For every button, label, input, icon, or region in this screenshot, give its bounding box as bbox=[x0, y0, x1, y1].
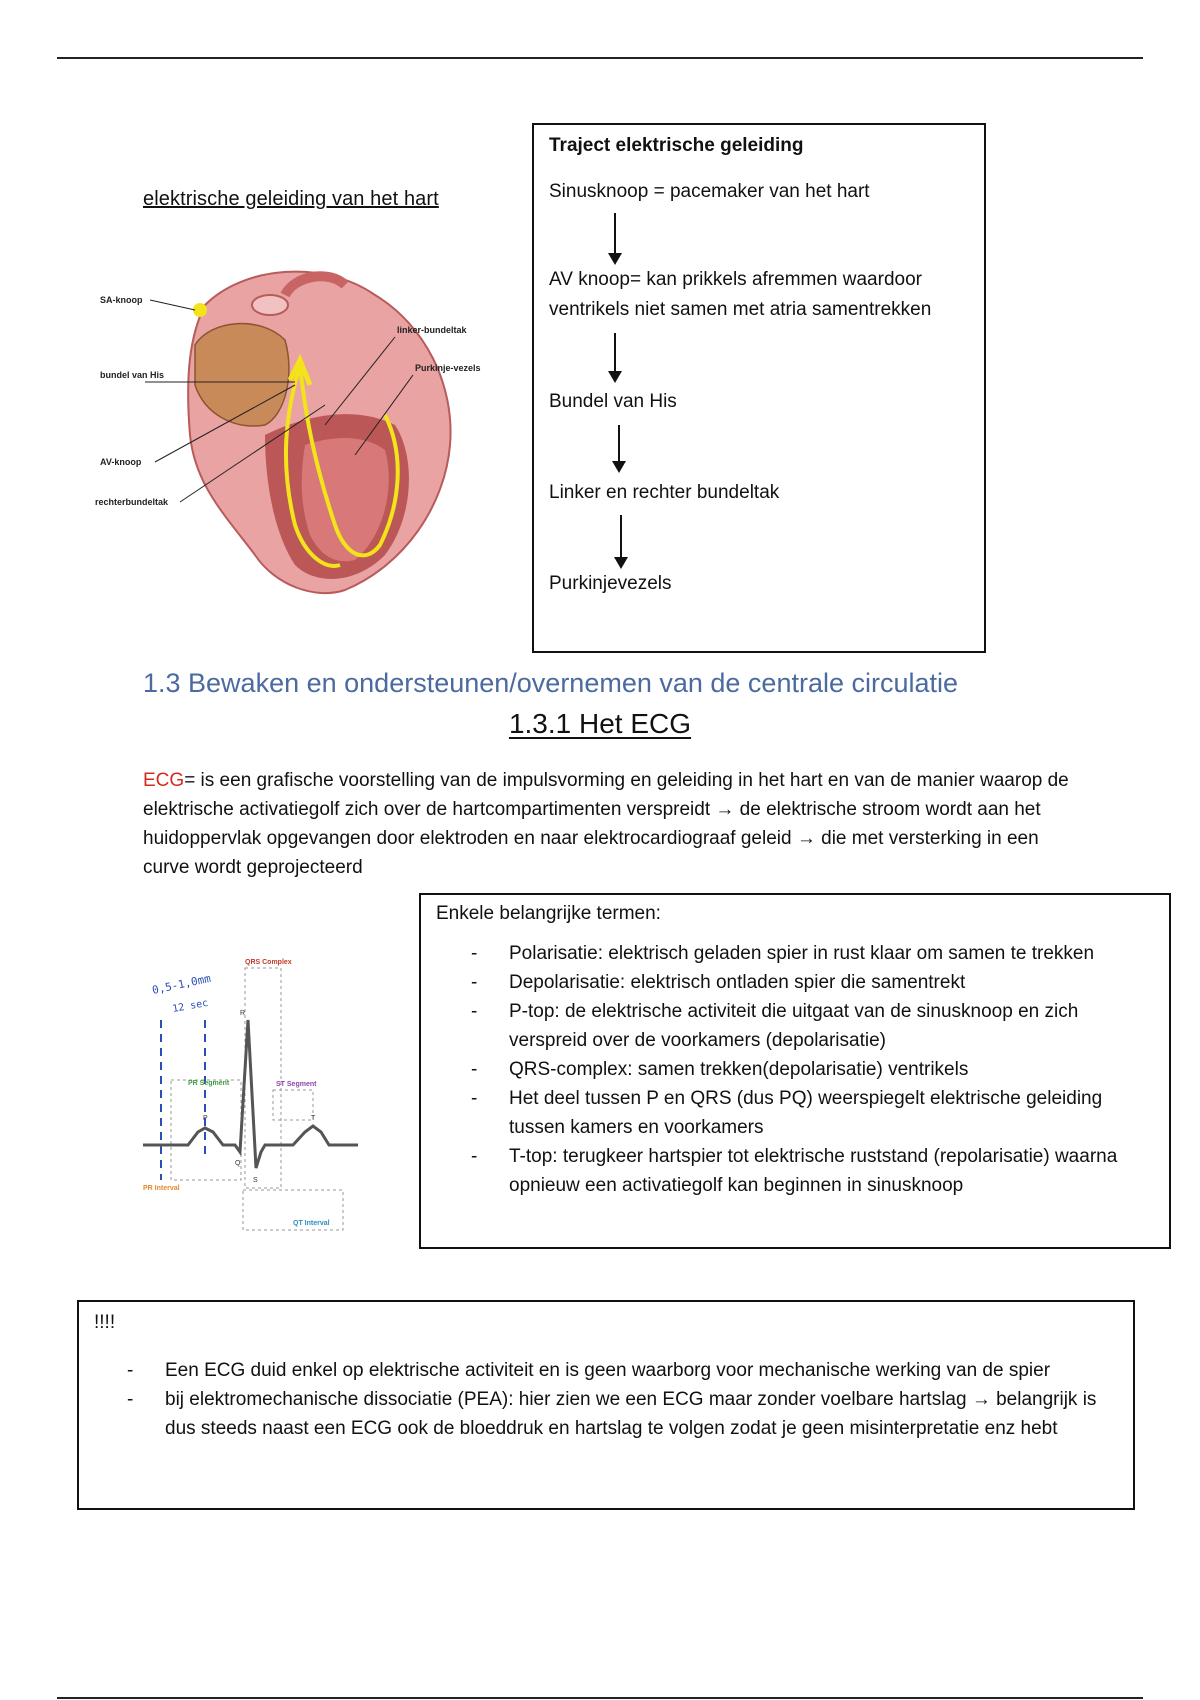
st-segment-label: ST Segment bbox=[276, 1081, 317, 1088]
list-item: - Het deel tussen P en QRS (dus PQ) weerspiegelt elektrische geleiding tussen kamers en voorkamers bbox=[471, 1084, 1151, 1142]
list-item: - Een ECG duid enkel op elektrische activiteit en is geen waarborg voor mechanische werking van de spier bbox=[127, 1356, 1117, 1385]
heart-illustration bbox=[95, 265, 515, 600]
arrow-down-icon bbox=[620, 515, 622, 567]
qrs-complex-label: QRS Complex bbox=[245, 959, 292, 966]
left-bundle-label: linker-bundeltak bbox=[397, 325, 467, 335]
terms-heading: Enkele belangrijke termen: bbox=[436, 903, 661, 924]
av-node-label: AV-knoop bbox=[100, 457, 142, 467]
p-wave-label: P bbox=[203, 1115, 208, 1122]
section-title: 1.3 Bewaken en ondersteunen/overnemen van de centrale circulatie bbox=[143, 668, 959, 698]
arrow-down-icon bbox=[614, 333, 616, 381]
qt-interval-label: QT Interval bbox=[293, 1220, 330, 1227]
list-item: - T-top: terugkeer hartspier tot elektrische ruststand (repolarisatie) waarna opnieuw een activatiegolf kan beginnen in sinusknoop bbox=[471, 1142, 1151, 1200]
ecg-term: ECG bbox=[143, 770, 185, 791]
heart-conduction-figure bbox=[95, 265, 515, 600]
top-rule bbox=[57, 57, 1143, 59]
sa-node-marker bbox=[193, 303, 207, 317]
list-item: - QRS-complex: samen trekken(depolarisatie) ventrikels bbox=[471, 1055, 1151, 1084]
arrow-down-icon bbox=[618, 425, 620, 471]
list-item: - Polarisatie: elektrisch geladen spier in rust klaar om samen te trekken bbox=[471, 939, 1151, 968]
sa-node-label: SA-knoop bbox=[100, 295, 143, 305]
purkinje-label: Purkinje-vezels bbox=[415, 363, 481, 373]
list-item: - bij elektromechanische dissociatie (PEA): hier zien we een ECG maar zonder voelbare hartslag → belangrijk is dus steeds naast een ECG ook de bloeddruk en hartslag te volgen zodat je geen misinterpretatie enz hebt bbox=[127, 1385, 1117, 1443]
ecg-waveform bbox=[143, 920, 388, 1240]
ecg-waveform-figure bbox=[143, 920, 388, 1240]
traject-title: Traject elektrische geleiding bbox=[549, 135, 804, 156]
traject-step-sinusknoop: Sinusknoop = pacemaker van het hart bbox=[549, 181, 870, 202]
subsection-title-text: 1.3.1 Het ECG bbox=[508, 708, 692, 739]
ecg-definition bbox=[143, 766, 1083, 882]
traject-box bbox=[532, 123, 986, 653]
list-item: - Depolarisatie: elektrisch ontladen spier die samentrekt bbox=[471, 968, 1151, 997]
note-heading: !!!! bbox=[94, 1312, 116, 1333]
q-wave-label: Q bbox=[235, 1160, 241, 1167]
traject-step-bundel-his: Bundel van His bbox=[549, 391, 677, 412]
list-item: - P-top: de elektrische activiteit die uitgaat van de sinusknoop en zich verspreid over de voorkamers (depolarisatie) bbox=[471, 997, 1151, 1055]
ecg-definition-text: = is een grafische voorstelling van de impulsvorming en geleiding in het hart en van de manier waarop de elektrische activatiegolf zich over de hartcompartimenten verspreidt → de elektrische stroom wordt aan het huidoppervlak opgevangen door elektroden en naar elektrocardiograaf geleid → die met versterking in een curve wordt geprojecteerd bbox=[143, 770, 1069, 878]
traject-step-av-knoop: AV knoop= kan prikkels afremmen waardoor ventrikels niet samen met atria samentrekken bbox=[549, 269, 932, 320]
traject-step-bundeltak: Linker en rechter bundeltak bbox=[549, 482, 780, 503]
r-wave-label: R bbox=[240, 1010, 246, 1017]
terms-box bbox=[419, 893, 1171, 1249]
pr-segment-label: PR Segment bbox=[188, 1080, 230, 1087]
s-wave-label: S bbox=[253, 1177, 258, 1184]
traject-step-purkinje: Purkinjevezels bbox=[549, 573, 672, 594]
warning-note-box bbox=[77, 1300, 1135, 1510]
bottom-rule bbox=[57, 1697, 1143, 1699]
handwritten-note-2: 12 sec bbox=[171, 997, 210, 1015]
right-bundle-label: rechterbundeltak bbox=[95, 497, 169, 507]
handwritten-note: 0,5-1,0mm bbox=[150, 971, 212, 997]
arrow-down-icon bbox=[614, 213, 616, 263]
bundle-his-label: bundel van His bbox=[100, 370, 165, 380]
subsection-title bbox=[0, 708, 1200, 740]
t-wave-label: T bbox=[311, 1115, 316, 1122]
note-list bbox=[127, 1356, 1117, 1443]
terms-list bbox=[471, 939, 1151, 1200]
ecg-trace bbox=[143, 1020, 358, 1168]
heart-caption: elektrische geleiding van het hart bbox=[143, 188, 439, 210]
pr-interval-label: PR Interval bbox=[143, 1185, 180, 1192]
